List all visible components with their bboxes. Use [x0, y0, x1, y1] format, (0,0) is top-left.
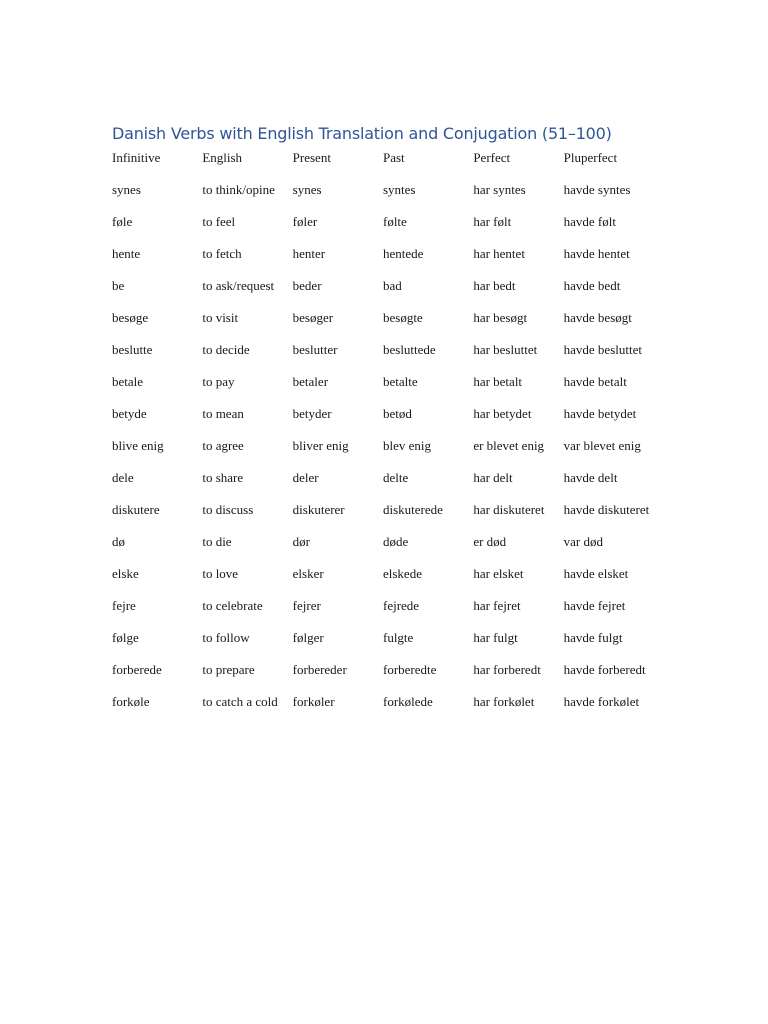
cell-past: blev enig [382, 438, 431, 453]
cell-english: to ask/request [202, 278, 275, 293]
cell-english: to pay [202, 374, 235, 389]
cell-present: elsker [292, 566, 324, 581]
cell-pluperfect: havde betydet [563, 406, 637, 421]
cell-perfect: har fejret [473, 598, 521, 613]
cell-infinitive: besøge [112, 310, 149, 325]
cell-english: to fetch [202, 246, 242, 261]
column-header-perfect: Perfect [473, 150, 511, 165]
cell-present: deler [292, 470, 319, 485]
table-row [112, 468, 654, 500]
cell-pluperfect: havde forberedt [563, 662, 646, 677]
table-row [112, 308, 654, 340]
cell-infinitive: elske [112, 566, 139, 581]
cell-present: følger [292, 630, 324, 645]
cell-pluperfect: havde syntes [563, 182, 631, 197]
cell-present: bliver enig [292, 438, 349, 453]
table-row [112, 180, 654, 212]
cell-perfect: har besøgt [473, 310, 528, 325]
cell-present: synes [292, 182, 322, 197]
page-title: Danish Verbs with English Translation and Conjugation (51–100) [112, 124, 612, 143]
cell-english: to agree [202, 438, 244, 453]
cell-infinitive: dele [112, 470, 134, 485]
table-row [112, 596, 654, 628]
column-header-present: Present [292, 150, 331, 165]
cell-present: diskuterer [292, 502, 345, 517]
cell-perfect: har diskuteret [473, 502, 545, 517]
cell-infinitive: beslutte [112, 342, 153, 357]
cell-past: betød [382, 406, 412, 421]
cell-english: to mean [202, 406, 244, 421]
cell-past: forberedte [382, 662, 437, 677]
cell-past: bad [382, 278, 402, 293]
cell-past: besøgte [382, 310, 423, 325]
cell-english: to visit [202, 310, 239, 325]
cell-perfect: har fulgt [473, 630, 518, 645]
cell-pluperfect: havde delt [563, 470, 618, 485]
cell-perfect: har syntes [473, 182, 526, 197]
table-row [112, 436, 654, 468]
cell-english: to discuss [202, 502, 254, 517]
cell-perfect: er blevet enig [473, 438, 545, 453]
cell-english: to prepare [202, 662, 255, 677]
cell-perfect: har hentet [473, 246, 525, 261]
cell-infinitive: dø [112, 534, 125, 549]
cell-present: betyder [292, 406, 332, 421]
cell-past: døde [382, 534, 409, 549]
cell-infinitive: fejre [112, 598, 136, 613]
cell-perfect: har forberedt [473, 662, 541, 677]
cell-infinitive: følge [112, 630, 139, 645]
cell-past: betalte [382, 374, 418, 389]
cell-english: to love [202, 566, 239, 581]
cell-present: beder [292, 278, 322, 293]
cell-past: hentede [382, 246, 424, 261]
table-row [112, 404, 654, 436]
cell-english: to celebrate [202, 598, 263, 613]
cell-pluperfect: havde bedt [563, 278, 621, 293]
cell-perfect: har delt [473, 470, 513, 485]
cell-english: to follow [202, 630, 250, 645]
table-header-row [112, 148, 654, 180]
cell-present: dør [292, 534, 310, 549]
cell-past: følte [382, 214, 407, 229]
verb-table [112, 148, 654, 724]
cell-english: to feel [202, 214, 236, 229]
cell-perfect: har bedt [473, 278, 516, 293]
table-row [112, 532, 654, 564]
cell-past: syntes [382, 182, 416, 197]
column-header-pluperfect: Pluperfect [563, 150, 618, 165]
cell-perfect: har betalt [473, 374, 523, 389]
verb-table-body [112, 180, 654, 724]
cell-past: forkølede [382, 694, 433, 709]
table-row [112, 660, 654, 692]
cell-past: elskede [382, 566, 422, 581]
cell-pluperfect: var blevet enig [563, 438, 641, 453]
cell-infinitive: betyde [112, 406, 147, 421]
cell-english: to die [202, 534, 232, 549]
cell-pluperfect: havde elsket [563, 566, 629, 581]
cell-english: to share [202, 470, 244, 485]
cell-pluperfect: havde fulgt [563, 630, 623, 645]
cell-pluperfect: havde følt [563, 214, 616, 229]
cell-past: delte [382, 470, 409, 485]
cell-pluperfect: havde forkølet [563, 694, 640, 709]
cell-past: fejrede [382, 598, 420, 613]
cell-infinitive: forkøle [112, 694, 150, 709]
table-row [112, 564, 654, 596]
cell-present: beslutter [292, 342, 338, 357]
cell-present: henter [292, 246, 326, 261]
cell-perfect: har følt [473, 214, 512, 229]
cell-perfect: er død [473, 534, 507, 549]
cell-past: besluttede [382, 342, 436, 357]
cell-present: forbereder [292, 662, 347, 677]
cell-present: forkøler [292, 694, 335, 709]
table-row [112, 244, 654, 276]
table-row [112, 276, 654, 308]
cell-present: føler [292, 214, 318, 229]
cell-perfect: har betydet [473, 406, 532, 421]
cell-present: besøger [292, 310, 334, 325]
cell-perfect: har elsket [473, 566, 524, 581]
cell-present: betaler [292, 374, 329, 389]
column-header-english: English [202, 150, 243, 165]
cell-infinitive: blive enig [112, 438, 164, 453]
cell-infinitive: synes [112, 182, 141, 197]
cell-pluperfect: havde besluttet [563, 342, 642, 357]
table-row [112, 340, 654, 372]
cell-pluperfect: var død [563, 534, 603, 549]
cell-perfect: har besluttet [473, 342, 538, 357]
cell-pluperfect: havde betalt [563, 374, 627, 389]
cell-past: diskuterede [382, 502, 443, 517]
cell-perfect: har forkølet [473, 694, 535, 709]
cell-infinitive: hente [112, 246, 141, 261]
cell-pluperfect: havde besøgt [563, 310, 632, 325]
table-row [112, 692, 654, 724]
table-row [112, 212, 654, 244]
cell-infinitive: diskutere [112, 502, 160, 517]
cell-present: fejrer [292, 598, 321, 613]
table-row [112, 372, 654, 404]
cell-infinitive: forberede [112, 662, 162, 677]
cell-past: fulgte [382, 630, 414, 645]
column-header-past: Past [382, 150, 405, 165]
cell-pluperfect: havde hentet [563, 246, 630, 261]
cell-infinitive: føle [112, 214, 133, 229]
cell-pluperfect: havde diskuteret [563, 502, 650, 517]
table-row [112, 628, 654, 660]
cell-infinitive: be [112, 278, 125, 293]
cell-english: to catch a cold [202, 694, 278, 709]
cell-english: to think/opine [202, 182, 275, 197]
cell-infinitive: betale [112, 374, 144, 389]
column-header-infinitive: Infinitive [112, 150, 161, 165]
cell-pluperfect: havde fejret [563, 598, 626, 613]
cell-english: to decide [202, 342, 250, 357]
table-row [112, 500, 654, 532]
